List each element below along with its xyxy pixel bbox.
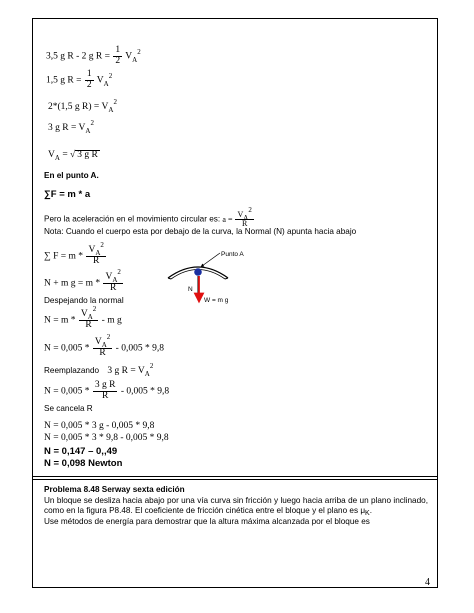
frac-num: 1	[115, 45, 121, 55]
frac-den: R	[92, 255, 100, 266]
fraction	[93, 381, 118, 402]
problem-text: Un bloque se desliza hacia abajo por una vía curva sin fricción y luego hacia arriba de un plano inclinado, como en la figura P8.48. El coeficiente de fricción cinética entre el bloque y el plano es μ	[44, 496, 428, 516]
problem-body	[44, 496, 428, 528]
velocity: V	[137, 366, 145, 376]
equation-7	[44, 268, 124, 294]
superscript: 2	[106, 333, 111, 341]
eq-lhs: 2*(1,5 g R) =	[48, 102, 100, 112]
velocity: V	[105, 272, 113, 282]
superscript: 2	[137, 47, 141, 56]
eq-lhs: N + m g = m *	[44, 278, 101, 289]
eq-lhs: 1,5 g R =	[46, 75, 82, 86]
mu-subscript: K	[365, 510, 370, 518]
a-equals: a =	[222, 214, 233, 224]
equation-6	[44, 241, 107, 267]
problem-last-line: Use métodos de energía para demostrar que la altura máxima alcanzada por el bloque es	[44, 517, 370, 527]
fraction	[103, 268, 122, 294]
fraction	[86, 241, 105, 267]
eq-rhs: - 0,005 * 9,8	[115, 343, 164, 354]
eq-lhs: N = 0,005 *	[44, 386, 90, 397]
label-n: N	[188, 286, 193, 293]
eq-lhs: 3 g R =	[48, 123, 77, 133]
frac-num	[93, 333, 112, 349]
cancela-text: Se cancela R	[44, 404, 93, 413]
velocity: V	[94, 337, 102, 347]
pointer-arrow	[202, 253, 220, 266]
subscript: A	[243, 214, 249, 222]
equation-11: N = 0,005 * 3 g - 0,005 * 9,8	[44, 421, 155, 431]
sqrt-sign: √	[70, 150, 76, 160]
despejando-text: Despejando la normal	[44, 296, 124, 305]
superscript: 2	[113, 98, 117, 106]
equation-2	[46, 70, 112, 91]
label-w: W = m g	[204, 297, 229, 304]
frac-den: R	[101, 390, 109, 401]
frac-den: R	[110, 282, 117, 293]
note-text: Nota: Cuando el cuerpo esta por debajo de la curva, la Normal (N) apunta hacia abajo	[44, 227, 357, 236]
eq-lhs: N = m *	[44, 315, 76, 326]
frac-num	[235, 206, 253, 222]
equation-4	[48, 119, 94, 135]
eq-lhs: ∑ F = m *	[44, 251, 84, 262]
equation-5	[48, 150, 100, 161]
frac-num	[86, 241, 105, 257]
equation-10	[44, 381, 169, 402]
subscript: A	[87, 313, 93, 321]
subscript: A	[132, 55, 138, 64]
acceleration-sentence: Pero la aceleración en el movimiento circular es:	[44, 214, 221, 224]
superscript: 2	[100, 241, 104, 249]
velocity: V	[96, 75, 104, 86]
subscript: A	[112, 276, 118, 284]
frac-den: R	[85, 319, 92, 330]
superscript: 2	[248, 206, 252, 214]
fraction	[93, 333, 112, 359]
section-heading: En el punto A.	[44, 171, 99, 180]
reemplazando-line	[44, 362, 154, 378]
equation-1	[46, 46, 141, 67]
divider-line	[32, 479, 438, 480]
subscript: A	[103, 79, 109, 88]
velocity: V	[101, 102, 109, 112]
equation-8	[44, 305, 122, 331]
equals: =	[62, 150, 68, 160]
result-1: N = 0,147 – 0,,49	[44, 446, 118, 457]
frac-den: R	[241, 219, 248, 229]
track-end-left	[168, 278, 171, 279]
velocity: V	[125, 51, 133, 62]
divider-line	[32, 476, 438, 477]
superscript: 2	[90, 119, 94, 127]
frac-den: 2	[86, 79, 92, 90]
frac-num: 1	[86, 69, 92, 79]
reemplazando-label: Reemplazando	[44, 366, 100, 375]
fraction	[113, 46, 122, 67]
subscript: A	[101, 341, 107, 349]
frac-num: 3 g R	[94, 380, 116, 390]
equation-3	[48, 98, 117, 114]
sqrt-content: 3 g R	[77, 150, 98, 160]
reemplazando-eq	[107, 362, 154, 378]
subscript: A	[95, 249, 101, 257]
fraction	[79, 305, 98, 331]
eq-lhs: 3 g R =	[107, 366, 136, 376]
force-diagram	[150, 244, 260, 308]
page-number: 4	[425, 577, 430, 588]
track-end-right	[225, 278, 228, 279]
velocity: V	[80, 309, 88, 319]
velocity: V	[48, 150, 55, 160]
subscript: A	[108, 106, 114, 114]
eq-lhs: N = 0,005 *	[44, 343, 90, 354]
subscript: A	[144, 370, 150, 378]
superscript: 2	[149, 362, 154, 370]
fraction	[85, 70, 94, 91]
frac-den: 2	[115, 55, 121, 66]
frac-num	[103, 268, 122, 284]
superscript: 2	[108, 71, 113, 80]
eq-lhs: 3,5 g R - 2 g R =	[46, 51, 110, 62]
label-punto-a: Punto A	[221, 251, 244, 258]
newton-law: ∑F = m * a	[44, 189, 91, 200]
block-ball	[194, 268, 202, 276]
problem-title: Problema 8.48 Serway sexta edición	[44, 485, 185, 494]
problem-period: .	[369, 506, 372, 516]
superscript: 2	[117, 268, 121, 276]
frac-num	[79, 305, 98, 321]
subscript: A	[85, 127, 91, 135]
acceleration-formula	[222, 206, 254, 229]
result-2: N = 0,098 Newton	[44, 458, 123, 469]
subscript: A	[54, 154, 60, 162]
frac-den: R	[99, 347, 106, 358]
eq-rhs: - 0,005 * 9,8	[120, 386, 170, 397]
equation-9	[44, 333, 164, 359]
velocity: V	[237, 210, 244, 219]
superscript: 2	[92, 305, 97, 313]
velocity: V	[88, 245, 96, 255]
equation-12: N = 0,005 * 3 * 9,8 - 0,005 * 9,8	[44, 433, 169, 443]
velocity: V	[78, 123, 86, 133]
eq-rhs: - m g	[101, 315, 122, 326]
